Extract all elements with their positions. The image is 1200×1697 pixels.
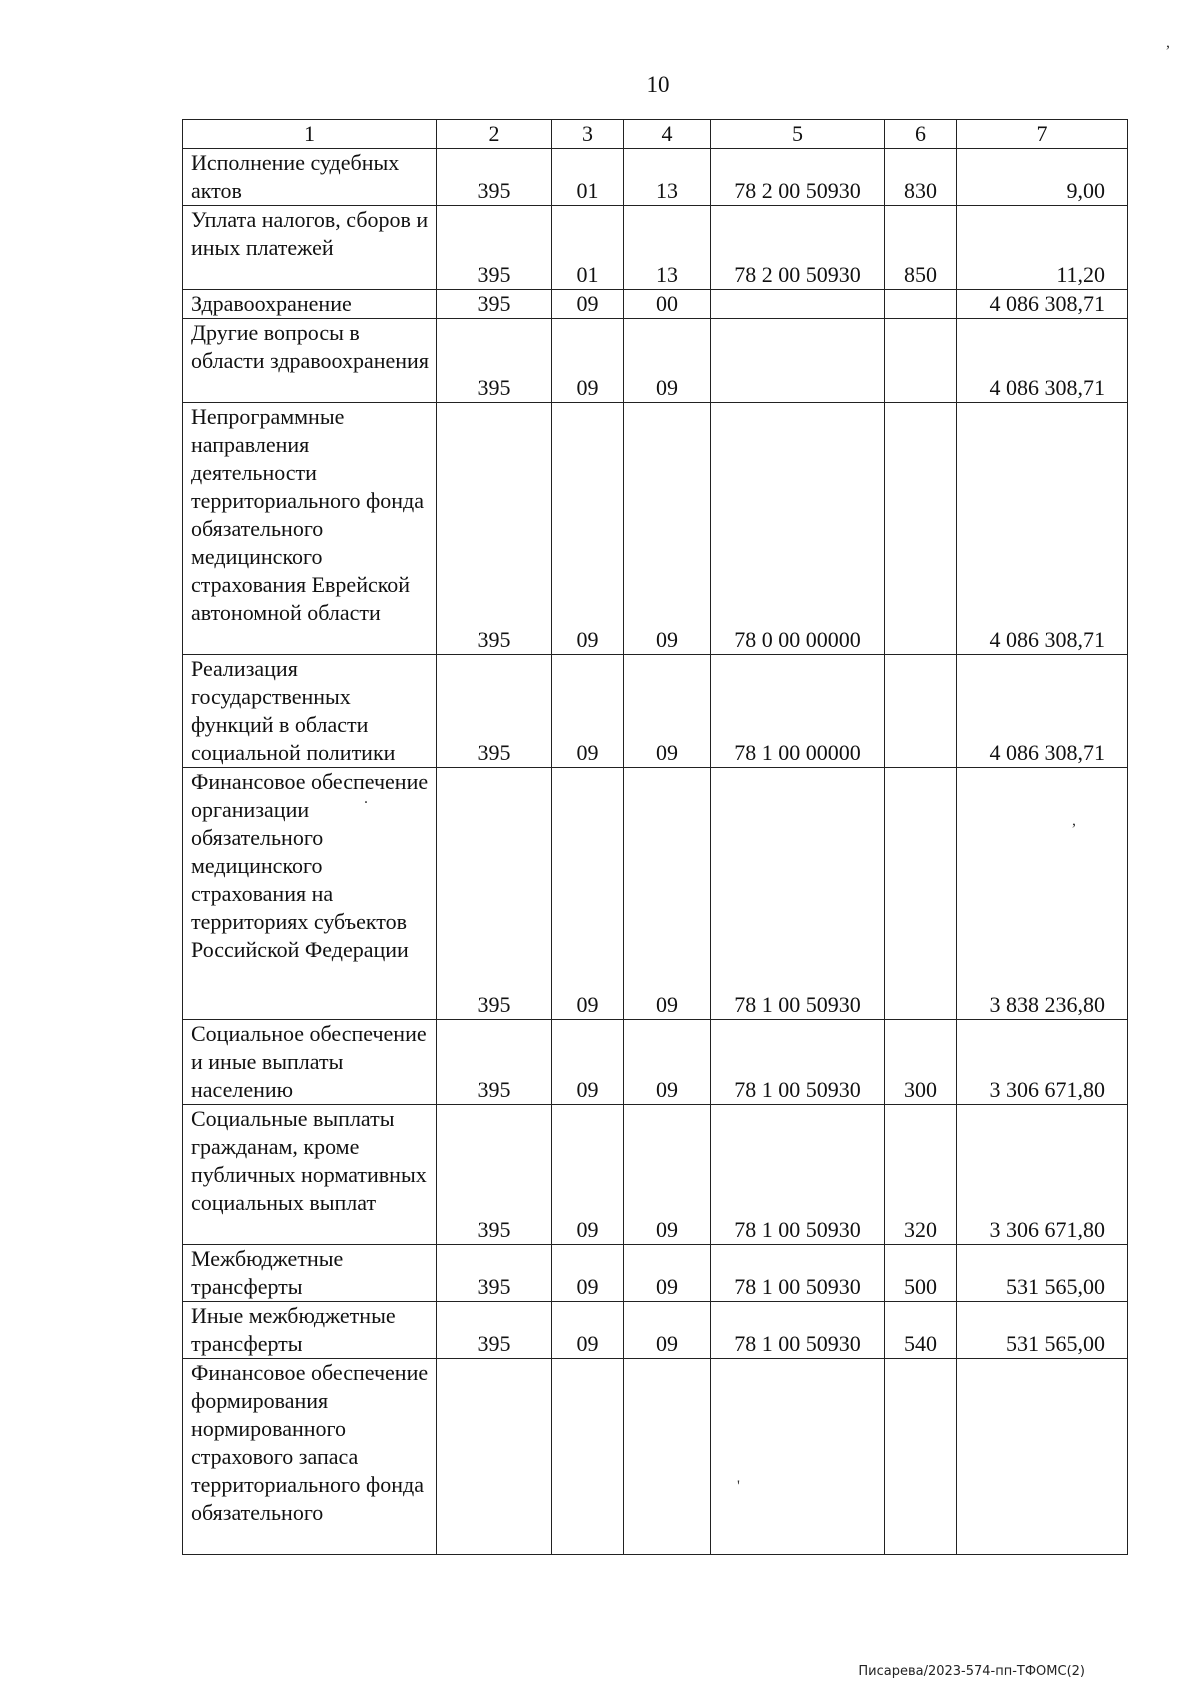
col-header-6: 6	[885, 120, 957, 149]
cell-col-2: 395	[437, 149, 552, 206]
cell-col-5	[711, 319, 885, 403]
cell-col-3: 09	[552, 768, 624, 1020]
cell-col-7: 4 086 308,71	[957, 403, 1128, 655]
row-name-cell: Социальные выплаты гражданам, кроме публичных нормативных социальных выплат	[183, 1105, 437, 1245]
cell-col-4: 13	[624, 149, 711, 206]
cell-col-4: 09	[624, 768, 711, 1020]
row-name-cell: Непрограммные направления деятельности территориального фонда обязательного медицинского страхования Еврейской автономной области	[183, 403, 437, 655]
cell-col-3: 09	[552, 1105, 624, 1245]
cell-col-2: 395	[437, 290, 552, 319]
cell-col-5: 78 1 00 50930	[711, 1105, 885, 1245]
cell-col-3: 09	[552, 403, 624, 655]
table-row	[183, 768, 1128, 1020]
table-row	[183, 1245, 1128, 1302]
cell-col-5: 78 1 00 50930	[711, 1020, 885, 1105]
cell-col-7: 531 565,00	[957, 1302, 1128, 1359]
table-row	[183, 403, 1128, 655]
table-row	[183, 1105, 1128, 1245]
cell-col-5: 78 1 00 00000	[711, 655, 885, 768]
col-header-7: 7	[957, 120, 1128, 149]
cell-col-4: 00	[624, 290, 711, 319]
row-name-cell: Исполнение судебных актов	[183, 149, 437, 206]
cell-col-2: 395	[437, 206, 552, 290]
cell-col-3: 09	[552, 1020, 624, 1105]
cell-col-7: 531 565,00	[957, 1245, 1128, 1302]
cell-col-7: 3 306 671,80	[957, 1105, 1128, 1245]
cell-col-4: 09	[624, 1302, 711, 1359]
cell-col-5: 78 1 00 50930	[711, 768, 885, 1020]
cell-col-5	[711, 290, 885, 319]
row-name-cell: Социальное обеспечение и иные выплаты населению	[183, 1020, 437, 1105]
table-row	[183, 1020, 1128, 1105]
col-header-1: 1	[183, 120, 437, 149]
cell-col-4: 09	[624, 1020, 711, 1105]
cell-col-5: 78 1 00 50930	[711, 1302, 885, 1359]
header-row	[183, 120, 1128, 149]
cell-col-7: 3 838 236,80	[957, 768, 1128, 1020]
cell-col-6: 320	[885, 1105, 957, 1245]
cell-col-2	[437, 1359, 552, 1555]
cell-col-4: 09	[624, 319, 711, 403]
row-name-cell: Реализация государственных функций в области социальной политики	[183, 655, 437, 768]
cell-col-2: 395	[437, 319, 552, 403]
row-name-cell: Межбюджетные трансферты	[183, 1245, 437, 1302]
cell-col-3: 09	[552, 655, 624, 768]
row-name-cell: Здравоохранение	[183, 290, 437, 319]
cell-col-4: 13	[624, 206, 711, 290]
cell-col-2: 395	[437, 1020, 552, 1105]
cell-col-5: 78 2 00 50930	[711, 206, 885, 290]
cell-col-2: 395	[437, 1245, 552, 1302]
cell-col-4: 09	[624, 403, 711, 655]
col-header-5: 5	[711, 120, 885, 149]
cell-col-4: 09	[624, 1245, 711, 1302]
cell-col-6	[885, 768, 957, 1020]
col-header-3: 3	[552, 120, 624, 149]
cell-col-7: 3 306 671,80	[957, 1020, 1128, 1105]
cell-col-7	[957, 1359, 1128, 1555]
scan-speck: '	[737, 1478, 740, 1495]
scan-speck: ,	[1072, 812, 1076, 829]
cell-col-3: 01	[552, 149, 624, 206]
scan-speck: ,	[1166, 34, 1170, 51]
row-name-cell: Иные межбюджетные трансферты	[183, 1302, 437, 1359]
scan-speck: .	[364, 790, 368, 807]
document-footer-ref: Писарева/2023-574-пп-ТФОМС(2)	[858, 1664, 1085, 1679]
cell-col-6: 540	[885, 1302, 957, 1359]
cell-col-3: 09	[552, 319, 624, 403]
cell-col-2: 395	[437, 1302, 552, 1359]
cell-col-3: 09	[552, 1245, 624, 1302]
cell-col-6: 300	[885, 1020, 957, 1105]
cell-col-7: 4 086 308,71	[957, 290, 1128, 319]
cell-col-3	[552, 1359, 624, 1555]
cell-col-3: 09	[552, 290, 624, 319]
cell-col-4: 09	[624, 655, 711, 768]
cell-col-3: 01	[552, 206, 624, 290]
table-row	[183, 655, 1128, 768]
table-row	[183, 1359, 1128, 1555]
budget-table	[182, 119, 1128, 1555]
table-row	[183, 206, 1128, 290]
cell-col-4: 09	[624, 1105, 711, 1245]
cell-col-5: 78 1 00 50930	[711, 1245, 885, 1302]
cell-col-7: 4 086 308,71	[957, 319, 1128, 403]
cell-col-6	[885, 1359, 957, 1555]
col-header-2: 2	[437, 120, 552, 149]
cell-col-4	[624, 1359, 711, 1555]
col-header-4: 4	[624, 120, 711, 149]
cell-col-5: 78 2 00 50930	[711, 149, 885, 206]
row-name-cell: Другие вопросы в области здравоохранения	[183, 319, 437, 403]
cell-col-2: 395	[437, 1105, 552, 1245]
cell-col-2: 395	[437, 655, 552, 768]
cell-col-7: 4 086 308,71	[957, 655, 1128, 768]
cell-col-6	[885, 403, 957, 655]
table-row	[183, 1302, 1128, 1359]
cell-col-7: 11,20	[957, 206, 1128, 290]
cell-col-5	[711, 1359, 885, 1555]
cell-col-2: 395	[437, 768, 552, 1020]
page-number: 10	[646, 72, 670, 97]
table-row	[183, 149, 1128, 206]
row-name-cell: Уплата налогов, сборов и иных платежей	[183, 206, 437, 290]
table-row	[183, 290, 1128, 319]
cell-col-6	[885, 290, 957, 319]
cell-col-6	[885, 655, 957, 768]
cell-col-2: 395	[437, 403, 552, 655]
cell-col-6: 500	[885, 1245, 957, 1302]
row-name-cell: Финансовое обеспечение формирования нормированного страхового запаса территориального фонда обязательного	[183, 1359, 437, 1555]
cell-col-6: 850	[885, 206, 957, 290]
cell-col-3: 09	[552, 1302, 624, 1359]
table-row	[183, 319, 1128, 403]
cell-col-6: 830	[885, 149, 957, 206]
cell-col-7: 9,00	[957, 149, 1128, 206]
row-name-cell: Финансовое обеспечение организации обязательного медицинского страхования на территориях субъектов Российской Федерации	[183, 768, 437, 1020]
cell-col-6	[885, 319, 957, 403]
cell-col-5: 78 0 00 00000	[711, 403, 885, 655]
